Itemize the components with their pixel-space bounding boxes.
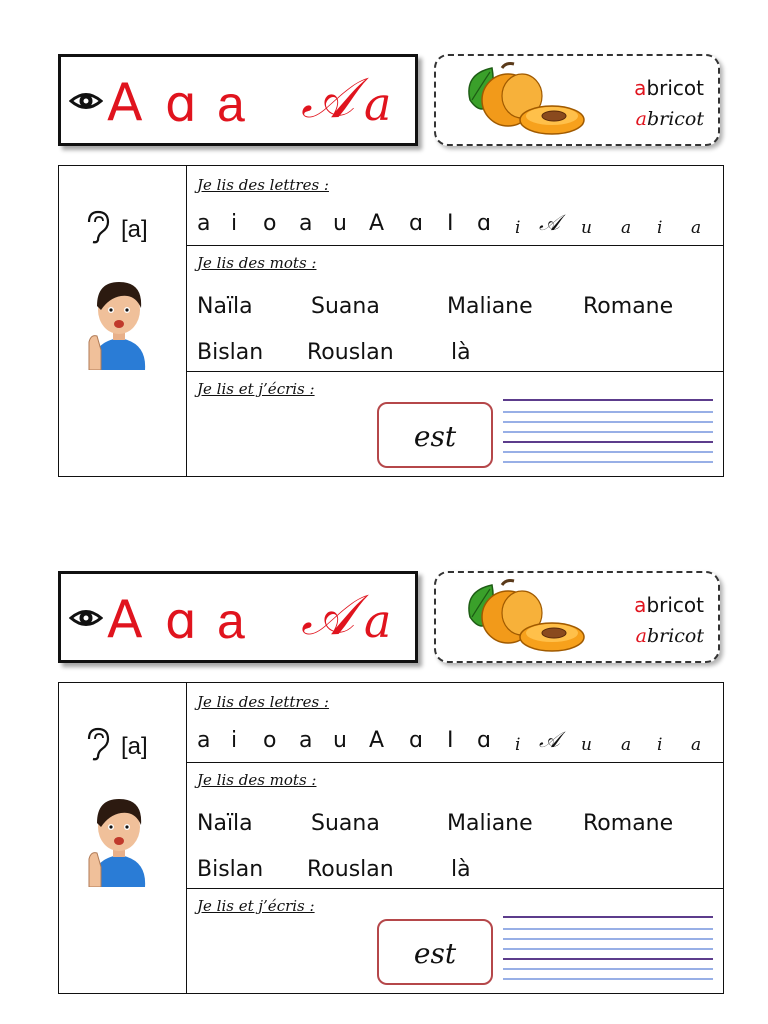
letter-item: a [197,211,211,236]
letter-item: o [263,211,277,236]
write-section-title: Je lis et j’écris : [197,380,315,398]
word-item: Bislan [197,857,264,882]
write-section-title: Je lis et j’écris : [197,897,315,915]
letters-section-title: Je lis des lettres : [197,693,329,711]
letter-item: A [369,728,385,753]
reference-word-print [634,76,704,100]
write-section [187,372,723,476]
letters-section [187,683,723,763]
letter-item: a [691,218,702,238]
letter-print-lowercase: a [217,593,245,649]
letter-item: a [691,735,702,755]
letter-cursive-lowercase: a [364,77,392,131]
letter-item: 𝒜 [539,728,560,753]
sound-column [59,683,187,993]
word-item: là [451,857,471,882]
letter-forms-box [58,54,418,146]
reference-word-box [434,571,720,663]
reference-word-cursive-highlight: a [635,625,647,647]
letter-item: i [657,218,663,238]
apricot-icon [462,60,590,140]
reference-word-highlight: a [634,76,647,100]
word-item: Suana [311,811,380,836]
word-item: là [451,340,471,365]
letter-item: a [621,735,632,755]
exercise-table [58,682,724,994]
eye-icon [69,87,103,115]
letter-item: i [231,211,238,236]
child-speaking-icon [87,793,151,887]
letter-item: ɑ [409,211,423,236]
letters-section-title: Je lis des lettres : [197,176,329,194]
letter-cursive-uppercase: 𝒜 [301,66,354,131]
eye-icon [69,604,103,632]
word-item: Rouslan [307,857,394,882]
letter-item: I [447,211,454,236]
ear-icon [85,210,111,244]
letter-item: ɑ [477,211,491,236]
words-section-title: Je lis des mots : [197,254,317,272]
letters-section [187,166,723,246]
exercise-table [58,165,724,477]
reference-word-cursive-rest: bricot [646,625,704,647]
word-item: Bislan [197,340,264,365]
write-word-box [377,402,493,468]
write-word: est [413,420,457,453]
reference-word-cursive-rest: bricot [646,108,704,130]
letter-item: 𝒜 [539,211,560,236]
write-word: est [413,937,457,970]
lesson-card-1 [0,0,768,453]
letter-item: a [299,211,313,236]
word-item: Naïla [197,294,253,319]
letter-item: u [581,218,592,238]
phoneme-label: [a] [121,216,148,243]
letter-item: i [231,728,238,753]
reference-word-print [634,593,704,617]
sound-column [59,166,187,476]
reference-word-cursive [636,625,704,647]
letter-script-lowercase: ɑ [165,592,197,650]
letter-cursive-lowercase: a [364,594,392,648]
letter-print-uppercase: A [107,590,143,650]
word-item: Naïla [197,811,253,836]
letter-print-lowercase: a [217,76,245,132]
words-section-title: Je lis des mots : [197,771,317,789]
letter-item: I [447,728,454,753]
lesson-card-2 [0,517,768,970]
reference-word-rest: bricot [646,593,704,617]
letters-row [197,727,713,757]
write-section [187,889,723,993]
word-item: Rouslan [307,340,394,365]
letter-item: i [657,735,663,755]
letters-row [197,210,713,240]
words-section [187,246,723,372]
child-speaking-icon [87,276,151,370]
letter-forms-box [58,571,418,663]
ear-icon [85,727,111,761]
phoneme-label: [a] [121,733,148,760]
reference-word-highlight: a [634,593,647,617]
word-item: Romane [583,811,674,836]
words-section [187,763,723,889]
apricot-icon [462,577,590,657]
letter-item: i [515,735,521,755]
letter-item: o [263,728,277,753]
letter-item: i [515,218,521,238]
letter-print-uppercase: A [107,73,143,133]
word-item: Maliane [447,811,533,836]
letter-item: u [333,728,347,753]
reference-word-cursive [636,108,704,130]
letter-item: u [333,211,347,236]
letter-item: a [621,218,632,238]
reference-word-rest: bricot [646,76,704,100]
handwriting-lines[interactable] [503,911,713,983]
letter-item: ɑ [409,728,423,753]
write-word-box [377,919,493,985]
letter-item: A [369,211,385,236]
reference-word-box [434,54,720,146]
handwriting-lines[interactable] [503,394,713,466]
letter-item: a [299,728,313,753]
letter-item: u [581,735,592,755]
word-item: Romane [583,294,674,319]
reference-word-cursive-highlight: a [635,108,647,130]
letter-item: a [197,728,211,753]
word-item: Maliane [447,294,533,319]
letter-cursive-uppercase: 𝒜 [301,583,354,648]
letter-item: ɑ [477,728,491,753]
word-item: Suana [311,294,380,319]
letter-script-lowercase: ɑ [165,75,197,133]
